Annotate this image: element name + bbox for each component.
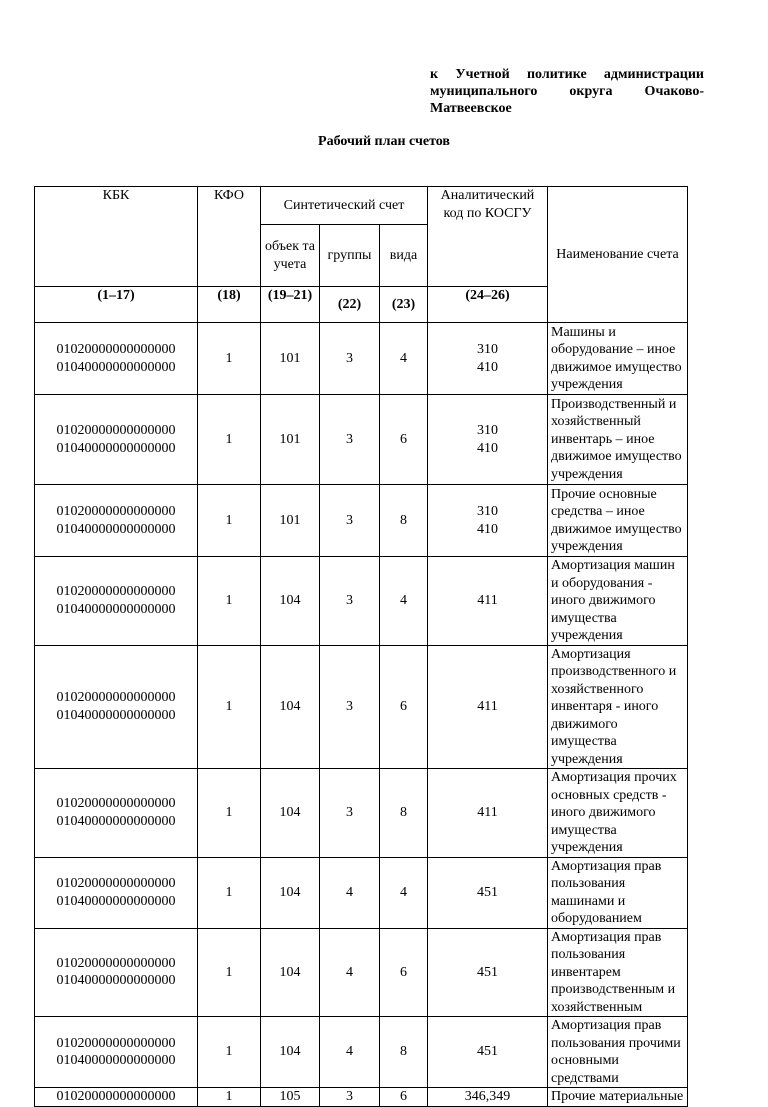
kosgu-cell: 411 bbox=[428, 645, 548, 769]
column-number-type: (23) bbox=[380, 287, 428, 323]
object-cell: 101 bbox=[261, 485, 320, 557]
kfo-cell: 1 bbox=[198, 769, 261, 858]
group-cell: 3 bbox=[320, 557, 380, 646]
kbk-cell: 01020000000000000 01040000000000000 bbox=[35, 857, 198, 928]
header-type: вида bbox=[380, 225, 428, 287]
type-cell: 4 bbox=[380, 857, 428, 928]
group-cell: 3 bbox=[320, 485, 380, 557]
object-cell: 104 bbox=[261, 557, 320, 646]
object-cell: 104 bbox=[261, 769, 320, 858]
account-name-cell: Амортизация прочих основных средств - иного движимого имущества учреждения bbox=[548, 769, 688, 858]
kosgu-cell: 411 bbox=[428, 769, 548, 858]
policy-reference-note: к Учетной политике администрации муниципального округа Очаково-Матвеевское bbox=[430, 67, 704, 116]
object-cell: 105 bbox=[261, 1088, 320, 1107]
kfo-cell: 1 bbox=[198, 928, 261, 1017]
kbk-cell: 01020000000000000 bbox=[35, 1088, 198, 1107]
column-number-group: (22) bbox=[320, 287, 380, 323]
kbk-cell: 01020000000000000 01040000000000000 bbox=[35, 769, 198, 858]
kbk-cell: 01020000000000000 01040000000000000 bbox=[35, 645, 198, 769]
type-cell: 4 bbox=[380, 323, 428, 395]
table-row bbox=[35, 323, 688, 395]
table-row bbox=[35, 557, 688, 646]
object-cell: 104 bbox=[261, 928, 320, 1017]
account-name-cell: Прочие основные средства – иное движимое имущество учреждения bbox=[548, 485, 688, 557]
object-cell: 104 bbox=[261, 645, 320, 769]
table-row bbox=[35, 485, 688, 557]
account-name-cell: Амортизация прав пользования инвентарем производственным и хозяйственным bbox=[548, 928, 688, 1017]
document-title: Рабочий план счетов bbox=[318, 134, 450, 149]
kfo-cell: 1 bbox=[198, 395, 261, 485]
kfo-cell: 1 bbox=[198, 323, 261, 395]
type-cell: 6 bbox=[380, 928, 428, 1017]
chart-of-accounts-table bbox=[34, 186, 688, 1107]
type-cell: 8 bbox=[380, 1017, 428, 1088]
kfo-cell: 1 bbox=[198, 485, 261, 557]
column-number-object: (19–21) bbox=[261, 287, 320, 323]
kbk-cell: 01020000000000000 01040000000000000 bbox=[35, 323, 198, 395]
group-cell: 3 bbox=[320, 769, 380, 858]
table-row bbox=[35, 1017, 688, 1088]
kfo-cell: 1 bbox=[198, 1088, 261, 1107]
header-kfo: КФО bbox=[198, 187, 261, 287]
kfo-cell: 1 bbox=[198, 1017, 261, 1088]
table-row bbox=[35, 857, 688, 928]
type-cell: 4 bbox=[380, 557, 428, 646]
account-name-cell: Прочие материальные bbox=[548, 1088, 688, 1107]
account-name-cell: Производственный и хозяйственный инвентарь – иное движимое имущество учреждения bbox=[548, 395, 688, 485]
header-account-name: Наименование счета bbox=[548, 187, 688, 323]
kfo-cell: 1 bbox=[198, 557, 261, 646]
header-analytic-code: Аналитический код по КОСГУ bbox=[428, 187, 548, 287]
kfo-cell: 1 bbox=[198, 645, 261, 769]
kosgu-cell: 451 bbox=[428, 928, 548, 1017]
table-row bbox=[35, 769, 688, 858]
object-cell: 101 bbox=[261, 395, 320, 485]
type-cell: 6 bbox=[380, 1088, 428, 1107]
type-cell: 6 bbox=[380, 395, 428, 485]
kbk-cell: 01020000000000000 01040000000000000 bbox=[35, 1017, 198, 1088]
kbk-cell: 01020000000000000 01040000000000000 bbox=[35, 485, 198, 557]
table-row bbox=[35, 395, 688, 485]
kbk-cell: 01020000000000000 01040000000000000 bbox=[35, 928, 198, 1017]
group-cell: 3 bbox=[320, 1088, 380, 1107]
column-number-analytic: (24–26) bbox=[428, 287, 548, 323]
account-name-cell: Амортизация машин и оборудования - иного движимого имущества учреждения bbox=[548, 557, 688, 646]
kosgu-cell: 451 bbox=[428, 1017, 548, 1088]
kbk-cell: 01020000000000000 01040000000000000 bbox=[35, 395, 198, 485]
table-row bbox=[35, 1088, 688, 1107]
object-cell: 104 bbox=[261, 1017, 320, 1088]
object-cell: 101 bbox=[261, 323, 320, 395]
kfo-cell: 1 bbox=[198, 857, 261, 928]
kosgu-cell: 346,349 bbox=[428, 1088, 548, 1107]
header-kbk: КБК bbox=[35, 187, 198, 287]
group-cell: 3 bbox=[320, 645, 380, 769]
table-row bbox=[35, 645, 688, 769]
group-cell: 4 bbox=[320, 1017, 380, 1088]
header-synthetic-account: Синтетический счет bbox=[261, 187, 428, 225]
group-cell: 4 bbox=[320, 857, 380, 928]
kosgu-cell: 310 410 bbox=[428, 485, 548, 557]
kosgu-cell: 411 bbox=[428, 557, 548, 646]
account-name-cell: Амортизация производственного и хозяйственного инвентаря - иного движимого имущества учреждения bbox=[548, 645, 688, 769]
header-object: объек та учета bbox=[261, 225, 320, 287]
kbk-cell: 01020000000000000 01040000000000000 bbox=[35, 557, 198, 646]
kosgu-cell: 451 bbox=[428, 857, 548, 928]
column-number-kbk: (1–17) bbox=[35, 287, 198, 323]
type-cell: 6 bbox=[380, 645, 428, 769]
table-row bbox=[35, 928, 688, 1017]
type-cell: 8 bbox=[380, 769, 428, 858]
group-cell: 3 bbox=[320, 323, 380, 395]
column-number-kfo: (18) bbox=[198, 287, 261, 323]
kosgu-cell: 310 410 bbox=[428, 323, 548, 395]
group-cell: 3 bbox=[320, 395, 380, 485]
account-name-cell: Машины и оборудование – иное движимое имущество учреждения bbox=[548, 323, 688, 395]
type-cell: 8 bbox=[380, 485, 428, 557]
object-cell: 104 bbox=[261, 857, 320, 928]
group-cell: 4 bbox=[320, 928, 380, 1017]
header-group: группы bbox=[320, 225, 380, 287]
account-name-cell: Амортизация прав пользования машинами и оборудованием bbox=[548, 857, 688, 928]
kosgu-cell: 310 410 bbox=[428, 395, 548, 485]
account-name-cell: Амортизация прав пользования прочими основными средствами bbox=[548, 1017, 688, 1088]
